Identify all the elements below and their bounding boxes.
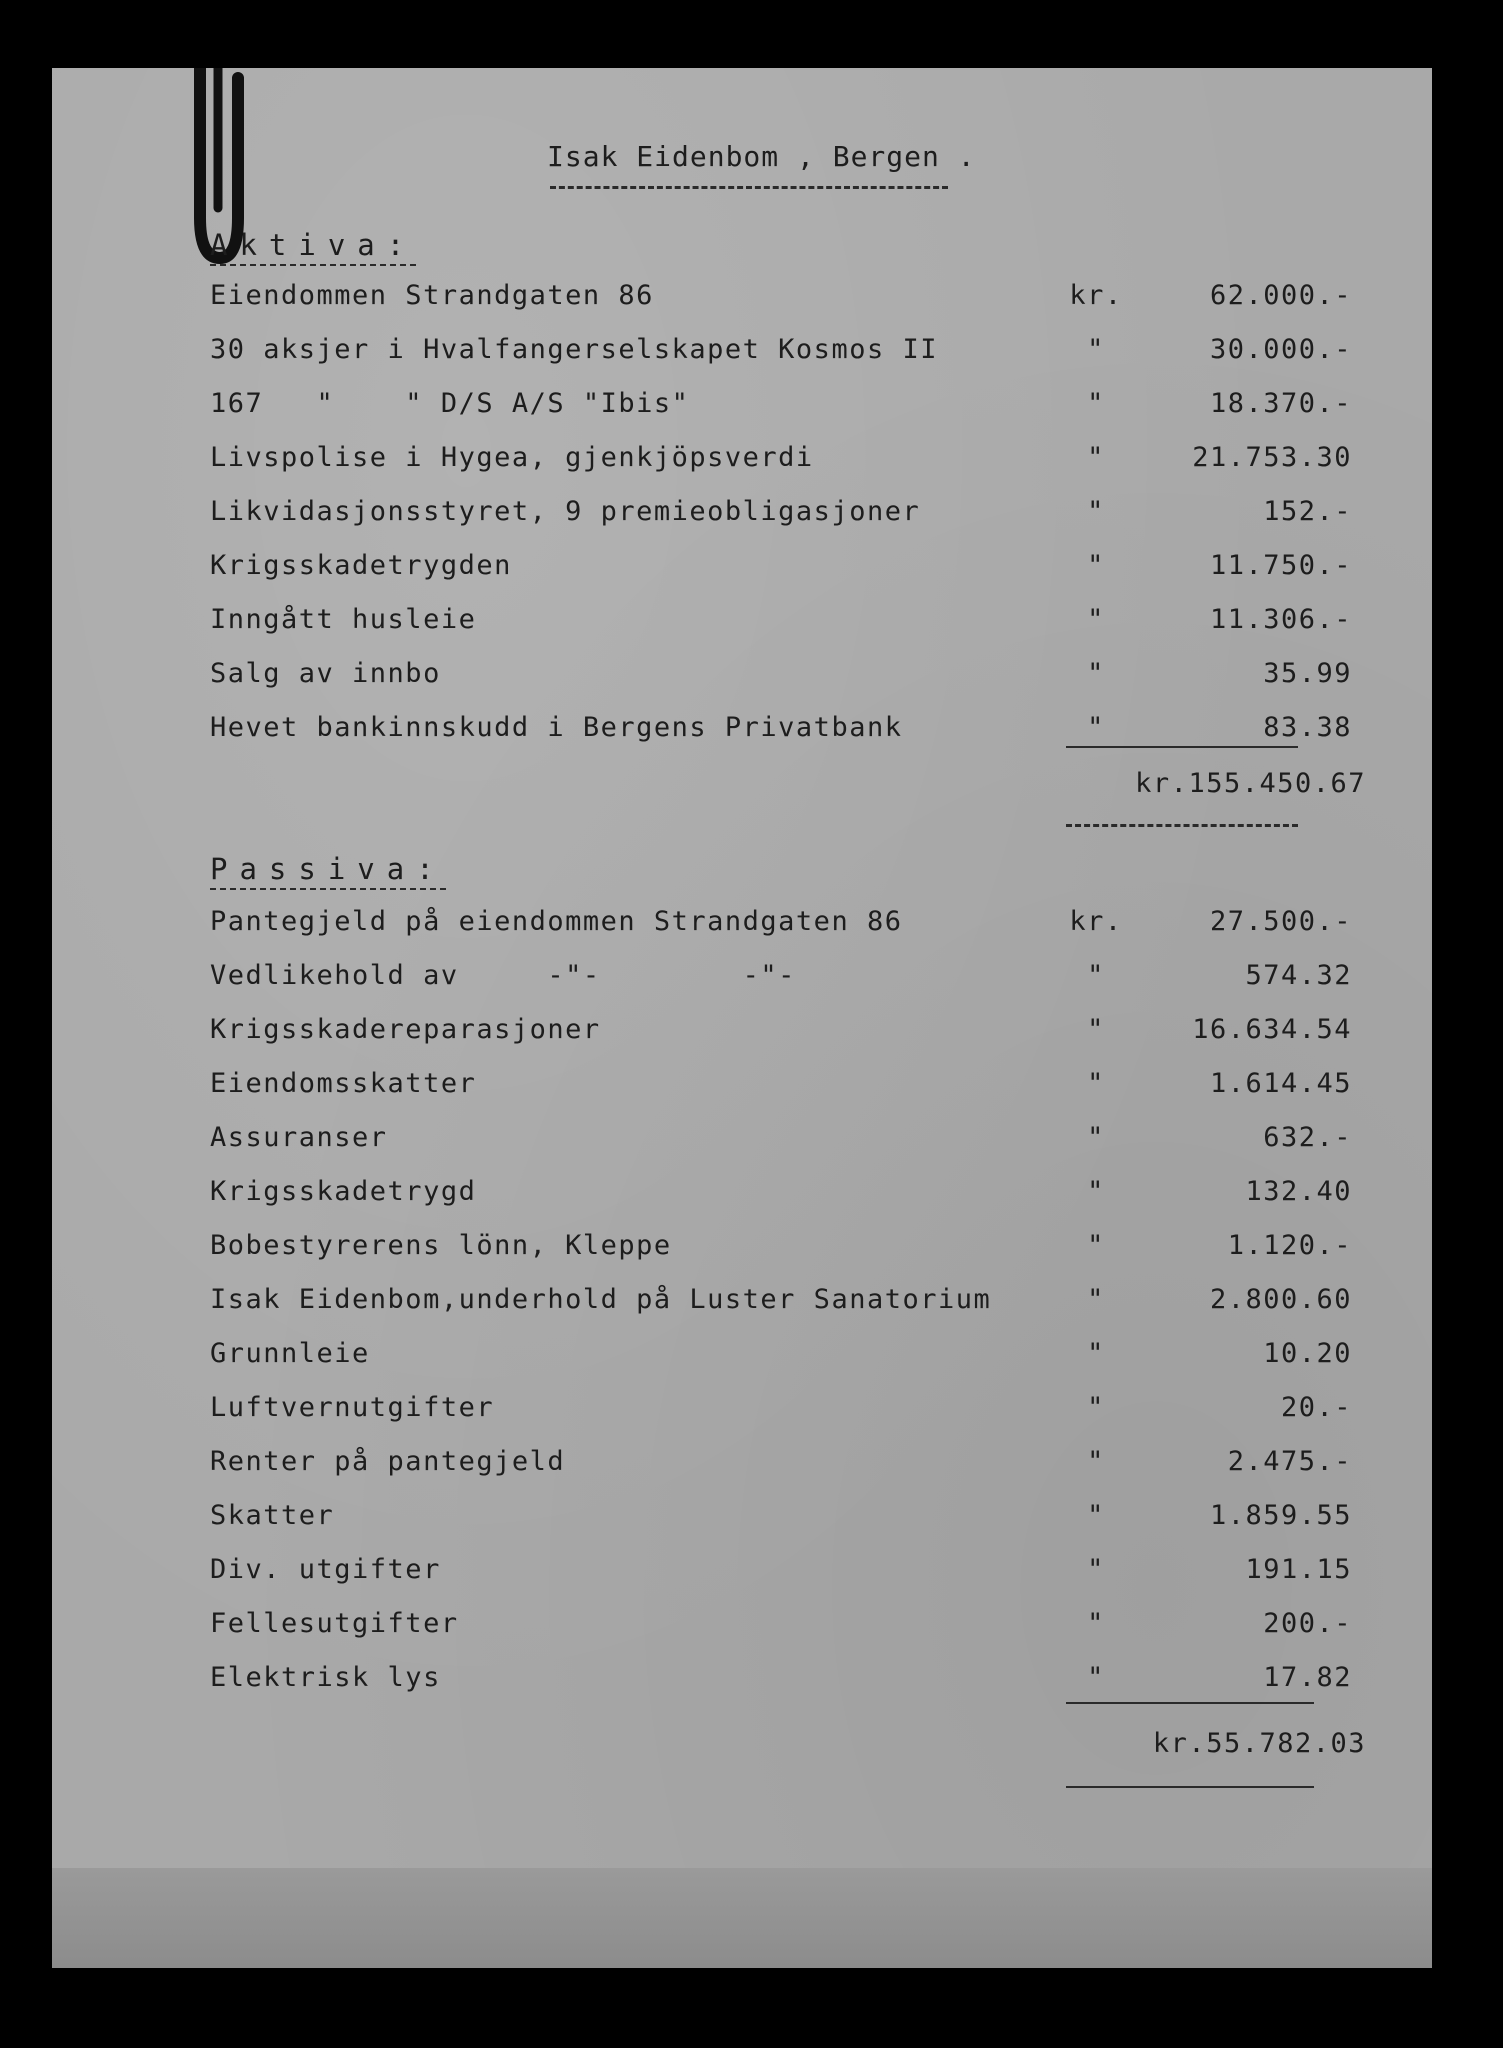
row-prefix: " [1087, 712, 1105, 743]
row-description: Livspolise i Hygea, gjenkjöpsverdi [210, 442, 814, 473]
passiva-row [52, 1662, 1432, 1702]
passiva-row [52, 1392, 1432, 1432]
row-description: Elektrisk lys [210, 1662, 441, 1693]
passiva-heading: Passiva: [210, 852, 446, 890]
aktiva-row [52, 388, 1432, 428]
row-amount: 1.120.- [1227, 1230, 1352, 1261]
aktiva-row [52, 334, 1432, 374]
aktiva-total: kr.155.450.67 [1135, 768, 1366, 799]
aktiva-row [52, 658, 1432, 698]
row-description: Skatter [210, 1500, 335, 1531]
row-description: Div. utgifter [210, 1554, 441, 1585]
row-amount: 200.- [1263, 1608, 1352, 1639]
row-prefix: " [1087, 1392, 1105, 1423]
row-amount: 2.800.60 [1209, 1284, 1352, 1315]
row-prefix: " [1087, 960, 1105, 991]
title-underline [550, 186, 948, 189]
passiva-row [52, 1554, 1432, 1594]
row-prefix: " [1087, 604, 1105, 635]
passiva-row [52, 1176, 1432, 1216]
row-prefix: " [1087, 1068, 1105, 1099]
row-amount: 152.- [1263, 496, 1352, 527]
row-prefix: " [1087, 1554, 1105, 1585]
row-amount: 574.32 [1245, 960, 1352, 991]
document-title: Isak Eidenbom , Bergen . [547, 140, 976, 173]
row-amount: 16.634.54 [1192, 1014, 1352, 1045]
row-description: 30 aksjer i Hvalfangerselskapet Kosmos II [210, 334, 938, 365]
row-prefix: " [1087, 1662, 1105, 1693]
row-description: 167 " " D/S A/S "Ibis" [210, 388, 690, 419]
aktiva-heading: Aktiva: [210, 228, 416, 266]
row-prefix: kr. [1069, 906, 1123, 937]
passiva-row [52, 960, 1432, 1000]
aktiva-row [52, 550, 1432, 590]
row-description: Likvidasjonsstyret, 9 premieobligasjoner [210, 496, 921, 527]
passiva-row [52, 1122, 1432, 1162]
row-description: Luftvernutgifter [210, 1392, 495, 1423]
aktiva-total-underline [1066, 824, 1298, 827]
row-description: Renter på pantegjeld [210, 1446, 566, 1477]
row-prefix: " [1087, 1608, 1105, 1639]
aktiva-row [52, 604, 1432, 644]
passiva-sum-rule [1066, 1702, 1314, 1704]
row-prefix: " [1087, 1014, 1105, 1045]
row-prefix: " [1087, 1500, 1105, 1531]
row-prefix: " [1087, 388, 1105, 419]
passiva-total: kr.55.782.03 [1152, 1728, 1366, 1759]
row-prefix: " [1087, 442, 1105, 473]
row-amount: 132.40 [1245, 1176, 1352, 1207]
row-description: Fellesutgifter [210, 1608, 459, 1639]
passiva-total-underline [1066, 1786, 1314, 1788]
row-amount: 20.- [1280, 1392, 1352, 1423]
row-amount: 10.20 [1263, 1338, 1352, 1369]
row-description: Hevet bankinnskudd i Bergens Privatbank [210, 712, 903, 743]
row-prefix: " [1087, 658, 1105, 689]
row-prefix: " [1087, 1122, 1105, 1153]
row-amount: 21.753.30 [1192, 442, 1352, 473]
row-description: Pantegjeld på eiendommen Strandgaten 86 [210, 906, 903, 937]
passiva-row [52, 1230, 1432, 1270]
passiva-row [52, 906, 1432, 946]
aktiva-row [52, 442, 1432, 482]
row-description: Assuranser [210, 1122, 388, 1153]
row-description: Eiendomsskatter [210, 1068, 477, 1099]
passiva-row [52, 1500, 1432, 1540]
row-amount: 191.15 [1245, 1554, 1352, 1585]
aktiva-sum-rule [1066, 746, 1298, 748]
row-amount: 35.99 [1263, 658, 1352, 689]
row-amount: 1.859.55 [1209, 1500, 1352, 1531]
row-description: Krigsskadereparasjoner [210, 1014, 601, 1045]
row-description: Isak Eidenbom,underhold på Luster Sanatorium [210, 1284, 992, 1315]
row-prefix: " [1087, 334, 1105, 365]
passiva-row [52, 1014, 1432, 1054]
row-amount: 83.38 [1263, 712, 1352, 743]
document-page [52, 68, 1432, 1968]
row-prefix: " [1087, 1230, 1105, 1261]
row-description: Vedlikehold av -"- -"- [210, 960, 796, 991]
row-amount: 17.82 [1263, 1662, 1352, 1693]
passiva-row [52, 1446, 1432, 1486]
row-description: Salg av innbo [210, 658, 441, 689]
row-amount: 11.306.- [1209, 604, 1352, 635]
aktiva-row [52, 280, 1432, 320]
passiva-row [52, 1284, 1432, 1324]
row-prefix: kr. [1069, 280, 1123, 311]
aktiva-row [52, 496, 1432, 536]
row-description: Grunnleie [210, 1338, 370, 1369]
row-description: Krigsskadetrygden [210, 550, 512, 581]
passiva-row [52, 1068, 1432, 1108]
passiva-row [52, 1608, 1432, 1648]
row-amount: 1.614.45 [1209, 1068, 1352, 1099]
row-prefix: " [1087, 1338, 1105, 1369]
row-description: Bobestyrerens lönn, Kleppe [210, 1230, 672, 1261]
row-description: Krigsskadetrygd [210, 1176, 477, 1207]
row-prefix: " [1087, 550, 1105, 581]
row-prefix: " [1087, 1176, 1105, 1207]
page-bottom-shadow [52, 1868, 1432, 1968]
row-amount: 27.500.- [1209, 906, 1352, 937]
row-amount: 30.000.- [1209, 334, 1352, 365]
row-prefix: " [1087, 496, 1105, 527]
row-amount: 632.- [1263, 1122, 1352, 1153]
row-prefix: " [1087, 1446, 1105, 1477]
row-prefix: " [1087, 1284, 1105, 1315]
aktiva-total-row [52, 768, 1432, 808]
row-amount: 11.750.- [1209, 550, 1352, 581]
row-description: Eiendommen Strandgaten 86 [210, 280, 654, 311]
row-amount: 18.370.- [1209, 388, 1352, 419]
passiva-total-row [52, 1728, 1432, 1768]
row-description: Inngått husleie [210, 604, 477, 635]
row-amount: 62.000.- [1209, 280, 1352, 311]
row-amount: 2.475.- [1227, 1446, 1352, 1477]
passiva-row [52, 1338, 1432, 1378]
